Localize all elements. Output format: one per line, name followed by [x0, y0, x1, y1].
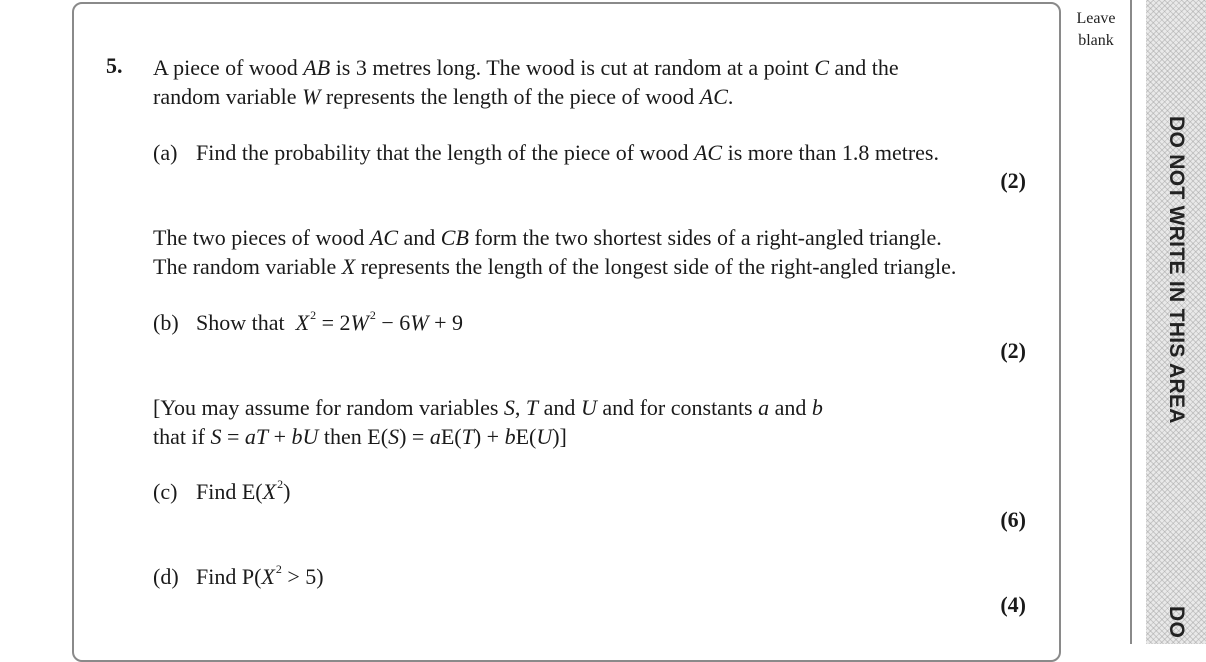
- part-b-marks: (2): [1000, 338, 1026, 363]
- no-write-warning-cut-text: DO: [1165, 606, 1188, 639]
- assumption-line1: [You may assume for random variables S, T and U and for constants a and b: [153, 395, 823, 420]
- margin-rule: [1130, 0, 1132, 644]
- part-d-marks: (4): [1000, 592, 1026, 617]
- part-c-marks: (6): [1000, 507, 1026, 532]
- question-number: 5.: [106, 53, 123, 78]
- leave-blank-label: [1062, 8, 1130, 52]
- part-b-text: Show that $X^2 = 2W^2 - 6W + 9$: [196, 308, 463, 335]
- leave-blank-line2: blank: [1078, 32, 1114, 49]
- context-line2: The random variable X represents the length of the longest side of the right-angled triangle.: [153, 254, 957, 279]
- question-intro-line1: A piece of wood AB is 3 metres long. The wood is cut at random at a point C and the: [153, 55, 899, 80]
- part-d-label: (d): [153, 564, 179, 589]
- part-a-marks: (2): [1000, 168, 1026, 193]
- question-intro-line2: random variable W represents the length of the piece of wood AC.: [153, 84, 734, 109]
- part-a-text: Find the probability that the length of the piece of wood AC is more than 1.8 metres.: [196, 140, 939, 165]
- context-line1: The two pieces of wood AC and CB form the two shortest sides of a right-angled triangle.: [153, 225, 942, 250]
- no-write-warning-text: DO NOT WRITE IN THIS AREA: [1165, 116, 1188, 424]
- leave-blank-line1: Leave: [1076, 10, 1116, 27]
- part-c-label: (c): [153, 479, 178, 504]
- part-d-text: Find $P(X^2 > 5)$: [196, 562, 324, 589]
- part-b-label: (b): [153, 310, 179, 335]
- part-c-text: Find $E(X^2)$: [196, 477, 291, 504]
- part-a-label: (a): [153, 140, 178, 165]
- assumption-line2: that if S = aT + bU then E(S) = aE(T) + bE(U)]: [153, 424, 567, 449]
